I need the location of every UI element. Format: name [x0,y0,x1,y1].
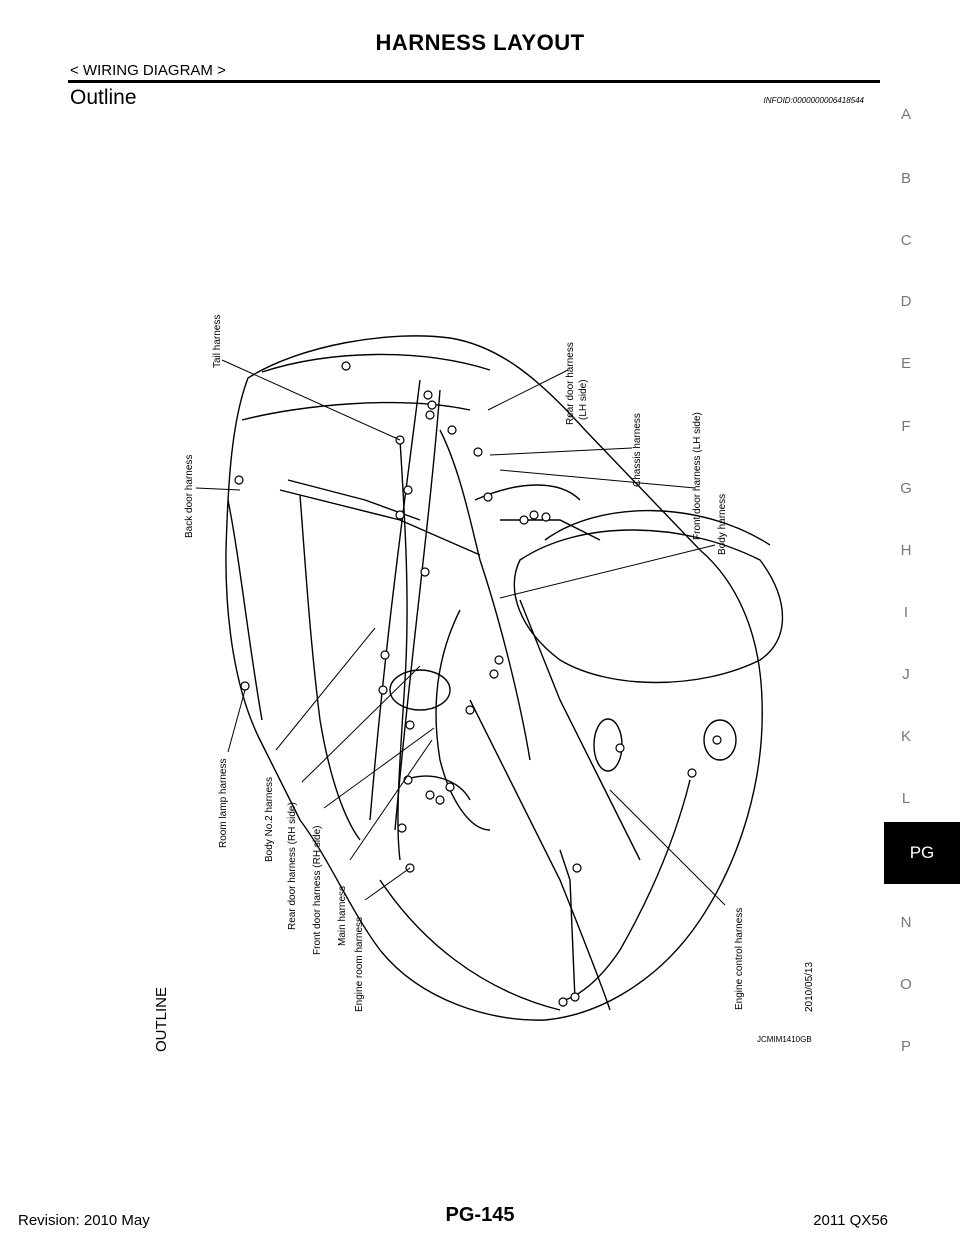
label-rear-door-rh: Rear door harness (RH side) [287,802,298,930]
tab-h[interactable]: H [900,542,912,559]
tab-c[interactable]: C [900,232,912,249]
revision: Revision: 2010 May [18,1212,150,1229]
page-title: HARNESS LAYOUT [375,30,585,55]
label-front-door-lh: Front door harness (LH side) [692,412,703,540]
label-tail-harness: Tail harness [212,314,223,368]
label-rear-door-lh-1: Rear door harness [565,342,576,425]
tab-e[interactable]: E [900,355,911,372]
diagram-date: 2010/05/13 [804,961,815,1012]
header-divider [68,80,880,83]
tab-n[interactable]: N [900,914,912,931]
connector-marker [342,362,350,370]
label-body-harness: Body harness [717,493,728,555]
side-tab-index [884,0,960,1242]
tab-f[interactable]: F [901,418,911,435]
tab-d[interactable]: D [900,293,912,310]
info-id: INFOID:0000000006418544 [763,96,864,105]
outline-label: OUTLINE [153,986,170,1052]
section-breadcrumb: < WIRING DIAGRAM > [70,62,226,79]
label-front-door-rh: Front door harness (RH side) [312,825,323,955]
page-number: PG-145 [445,1204,515,1226]
tab-o[interactable]: O [900,976,912,993]
model-year: 2011 QX56 [813,1212,888,1229]
tab-g[interactable]: G [900,480,912,497]
label-chassis-harness: Chassis harness [632,413,643,487]
diagram-code: JCMIM1410GB [757,1035,812,1044]
label-main-harness: Main harness [337,885,348,946]
label-body-no2-harness: Body No.2 harness [264,776,275,862]
tab-i[interactable]: I [903,604,909,621]
tab-pg-active[interactable]: PG [884,822,960,884]
label-engine-room-harness: Engine room harness [354,916,365,1012]
label-rear-door-lh-2: (LH side) [578,379,589,420]
label-room-lamp-harness: Room lamp harness [218,758,229,848]
tab-a[interactable]: A [900,106,911,123]
tab-j[interactable]: J [902,666,910,683]
tab-b[interactable]: B [900,170,911,187]
harness-outline-diagram [140,300,840,1080]
tab-k[interactable]: K [900,728,911,745]
tab-l[interactable]: L [901,790,911,807]
tab-p[interactable]: P [900,1038,911,1055]
outline-heading: Outline [70,86,137,109]
label-back-door-harness: Back door harness [184,454,195,538]
label-engine-control-harness: Engine control harness [734,907,745,1010]
